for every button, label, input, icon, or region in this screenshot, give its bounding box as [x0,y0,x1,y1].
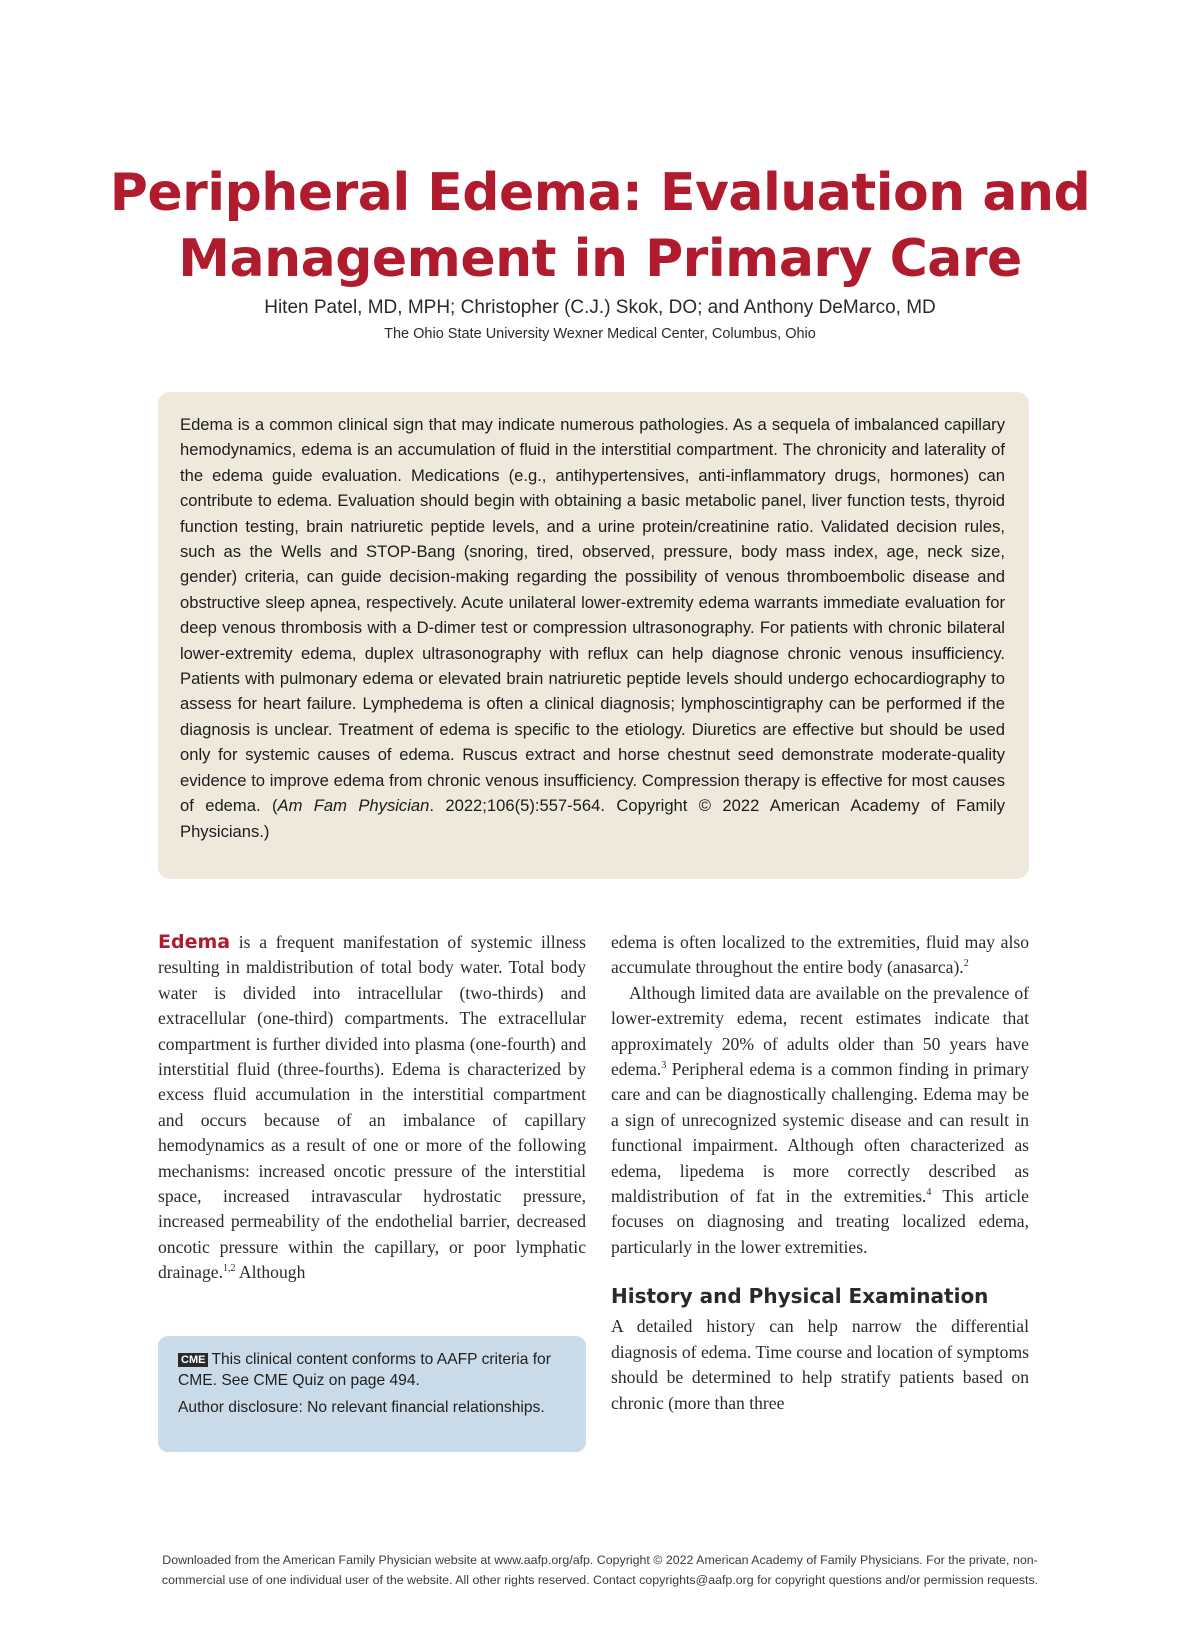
cme-text: This clinical content conforms to AAFP criteria for CME. See CME Quiz on page 494. [178,1351,551,1389]
author-disclosure [178,1397,568,1418]
title-line-1: Peripheral Edema: Evaluation and [109,163,1091,223]
prevalence-paragraph [611,981,1029,1260]
article-title [0,160,1200,292]
cme-statement [178,1349,568,1391]
footer-line-2: commercial use of one individual user of the website. All other rights reserved. Contact copyrights@aafp.org for copyright questions and/or permission requests. [161,1573,1039,1587]
body-column-right-content [611,930,1029,1416]
lead-word: Edema [158,931,231,953]
history-paragraph: A detailed history can help narrow the differential diagnosis of edema. Time course and location of symptoms should be determined to help stratify patients based on chronic (more than three [611,1316,1029,1413]
title-line-2: Management in Primary Care [178,229,1022,289]
section-heading: History and Physical Examination [611,1284,989,1309]
abstract-text: Edema is a common clinical sign that may indicate numerous pathologies. As a sequela of imbalanced capillary hemodynamics, edema is an accumulation of fluid in the interstitial compartment. The chronicity and laterality of the edema guide evaluation. Medications (e.g., antihypertensives, anti-inflammatory drugs, hormones) can contribute to edema. Evaluation should begin with obtaining a basic metabolic panel, liver function tests, thyroid function testing, brain natriuretic peptide levels, and a urine protein/creatinine ratio. Validated decision rules, such as the Wells and STOP-Bang (snoring, tired, observed, pressure, body mass index, age, neck size, gender) criteria, can guide decision-making regarding the possibility of venous thromboembolic disease and obstructive sleep apnea, respectively. Acute unilateral lower-extremity edema warrants immediate evaluation for deep venous thrombosis with a D-dimer test or compression ultrasonography. For patients with chronic bilateral lower-extremity edema, duplex ultrasonography with reflux can help diagnose chronic venous insufficiency. Patients with pulmonary edema or elevated brain natriuretic peptide levels should undergo echocardiography to assess for heart failure. Lymphedema is often a clinical diagnosis; lymphoscintigraphy can be performed if the diagnosis is unclear. Treatment of edema is specific to the etiology. Diuretics are effective but should be used only for systemic causes of edema. Ruscus extract and horse chestnut seed demonstrate moderate-quality evidence to improve edema from chronic venous insufficiency. Compression therapy is effective for most causes of edema. [180,415,1005,816]
prevalence-text-end: This article focuses on diagnosing and treating localized edema, particularly in the lower extremities. [611,1186,1029,1257]
prevalence-text: Although limited data are available on the prevalence of lower-extremity edema, recent estimates indicate that approximately 20% of adults older than 50 years have edema. [611,982,1029,1080]
body-column-left [158,930,586,1286]
abstract-paragraph [180,412,1005,844]
abstract-citation: . 2022;106(5):557-564. Copyright © 2022 American Academy of Family Physicians.) [180,796,1005,841]
intro-paragraph [158,930,586,1286]
reference-marker: 3 [661,1060,667,1072]
reference-marker: 4 [926,1187,932,1199]
author-affiliation: The Ohio State University Wexner Medical Center, Columbus, Ohio [384,326,816,342]
intro-paragraph-continued [611,930,1029,981]
intro-text: is a frequent manifestation of systemic illness resulting in maldistribution of total body water. Total body water is divided into intracellular (two-thirds) and extracellular (one-third) compartments. The extracellular compartment is further divided into plasma (one-fourth) and interstitial fluid (three-fourths). Edema is characterized by excess fluid accumulation in the interstitial compartment and occurs because of an imbalance of capillary hemodynamics as a result of one or more of the following mechanisms: increased oncotic pressure of the interstitial space, increased intravascular hydrostatic pressure, increased permeability of the endothelial barrier, decreased oncotic pressure within the capillary, or poor lymphatic drainage. [158,932,586,1283]
reference-marker: 2 [963,958,969,970]
disclosure-text: No relevant financial relationships. [302,1399,545,1416]
disclosure-label: Author disclosure: [178,1399,303,1416]
prevalence-text-mid: Peripheral edema is a common finding in primary care and can be diagnostically challenging. Edema may be a sign of unrecognized systemic disease and can result in functional impairment. Although often characterized as edema, lipedema is more correctly described as maldistribution of fat in the extremities. [611,1059,1029,1207]
abstract-citation-open: ( [260,796,278,816]
author-list: Hiten Patel, MD, MPH; Christopher (C.J.) Skok, DO; and Anthony DeMarco, MD [264,297,936,318]
cme-info-box [158,1336,586,1452]
abstract-box [158,392,1029,879]
copyright-footer [50,1550,1150,1590]
intro-text-continued: Although [235,1262,306,1283]
reference-marker: 1,2 [222,1263,236,1275]
intro-text-continued: edema is often localized to the extremities, fluid may also accumulate throughout the entire body (anasarca). [611,932,1029,978]
footer-line-1: Downloaded from the American Family Physician website at www.aafp.org/afp. Copyright © 2022 American Academy of Family Physicians. For the private, non- [162,1553,1038,1567]
cme-badge: CME [178,1353,208,1367]
abstract-journal: Am Fam Physician [277,796,430,816]
